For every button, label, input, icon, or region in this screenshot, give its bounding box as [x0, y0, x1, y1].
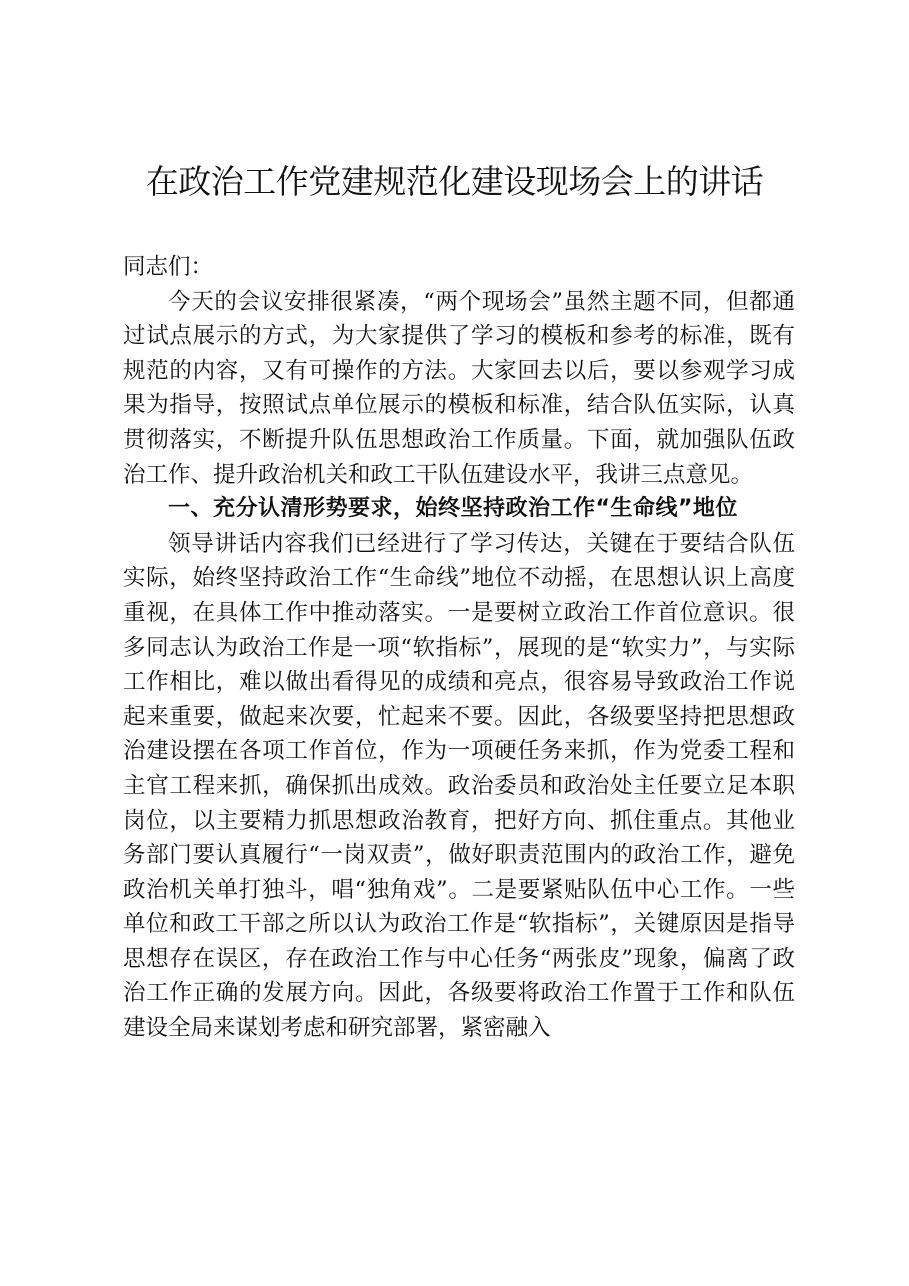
- section-1-paragraph: 领导讲话内容我们已经进行了学习传达，关键在于要结合队伍实际，始终坚持政治工作“生命线”地位不动摇，在思想认识上高度重视，在具体工作中推动落实。一是要树立政治工作首位意识。很多同志认为政治工作是一项“软指标”，展现的是“软实力”，与实际工作相比，难以做出看得见的成绩和亮点，很容易导致政治工作说起来重要，做起来次要，忙起来不要。因此，各级要坚持把思想政治建设摆在各项工作首位，作为一项硬任务来抓，作为党委工程和主官工程来抓，确保抓出成效。政治委员和政治处主任要立足本职岗位，以主要精力抓思想政治教育，把好方向、抓住重点。其他业务部门要认真履行“一岗双责”，做好职责范围内的政治工作，避免政治机关单打独斗，唱“独角戏”。二是要紧贴队伍中心工作。一些单位和政工干部之所以认为政治工作是“软指标”，关键原因是指导思想存在误区，存在政治工作与中心任务“两张皮”现象，偏离了政治工作正确的发展方向。因此，各级要将政治工作置于工作和队伍建设全局来谋划考虑和研究部署，紧密融入: [123, 530, 795, 1042]
- document-body: [123, 250, 795, 1046]
- section-1-heading: 一、充分认清形势要求，始终坚持政治工作“生命线”地位: [168, 496, 738, 522]
- salutation: 同志们：: [123, 254, 214, 280]
- intro-paragraph: 今天的会议安排很紧凑，“两个现场会”虽然主题不同，但都通过试点展示的方式，为大家提供了学习的模板和参考的标准，既有规范的内容，又有可操作的方法。大家回去以后，要以参观学习成果为指导，按照试点单位展示的模板和标准，结合队伍实际，认真贯彻落实，不断提升队伍思想政治工作质量。下面，就加强队伍政治工作、提升政治机关和政工干队伍建设水平，我讲三点意见。: [123, 288, 795, 488]
- document-title: 在政治工作党建规范化建设现场会上的讲话: [145, 162, 764, 201]
